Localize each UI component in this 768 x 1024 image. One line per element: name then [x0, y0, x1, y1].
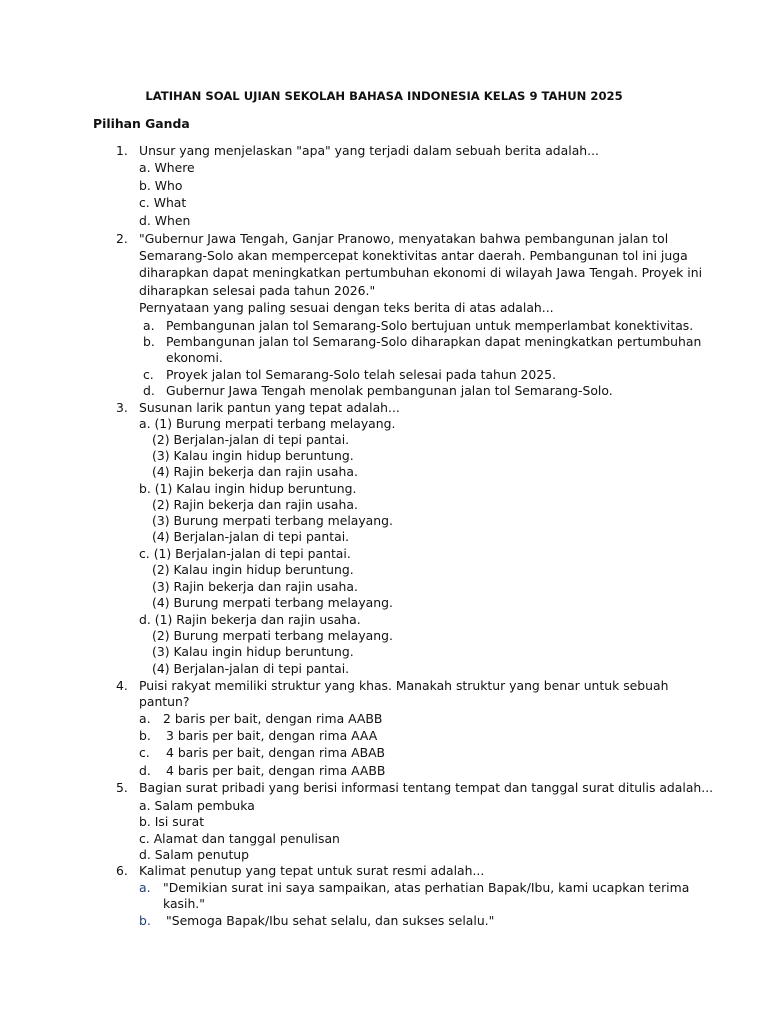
option-a-line-4: (4) Rajin bekerja dan rajin usaha. [152, 464, 358, 479]
option-c: Proyek jalan tol Semarang-Solo telah selesai pada tahun 2025. [166, 367, 557, 382]
option-a: a. Where [139, 160, 195, 175]
option-letter-d: d. [139, 763, 151, 778]
question-text: Unsur yang menjelaskan "apa" yang terjadi dalam sebuah berita adalah... [139, 143, 599, 158]
question-text: Kalimat penutup yang tepat untuk surat resmi adalah... [139, 863, 485, 878]
option-letter-d: d. [143, 383, 155, 398]
question-text: Bagian surat pribadi yang berisi informasi tentang tempat dan tanggal surat ditulis adalah... [139, 780, 714, 795]
option-c: c. Alamat dan tanggal penulisan [139, 831, 340, 846]
section-heading: Pilihan Ganda [93, 116, 190, 131]
option-a: a. Salam pembuka [139, 798, 255, 813]
option-a: "Demikian surat ini saya sampaikan, atas perhatian Bapak/Ibu, kami ucapkan terima [163, 880, 690, 895]
option-b: b. Who [139, 178, 183, 193]
question-number: 4. [116, 678, 128, 693]
option-b: b. Isi surat [139, 814, 205, 829]
question-text-line: diharapkan dapat meningkatkan pertumbuhan ekonomi di wilayah Jawa Tengah. Proyek ini [139, 265, 703, 280]
option-b-line-1: b. (1) Kalau ingin hidup beruntung. [139, 481, 357, 496]
option-d: Gubernur Jawa Tengah menolak pembangunan jalan tol Semarang-Solo. [166, 383, 613, 398]
question-prompt: Pernyataan yang paling sesuai dengan teks berita di atas adalah... [139, 300, 554, 315]
question-number: 5. [116, 780, 128, 795]
question-number: 2. [116, 231, 128, 246]
option-b: 3 baris per bait, dengan rima AAA [166, 728, 378, 743]
question-number: 1. [116, 143, 128, 158]
option-letter-b: b. [139, 913, 151, 928]
question-number: 6. [116, 863, 128, 878]
option-d: d. Salam penutup [139, 847, 250, 862]
option-letter-c: c. [143, 367, 154, 382]
option-letter-a: a. [143, 318, 155, 333]
option-d-line-1: d. (1) Rajin bekerja dan rajin usaha. [139, 612, 361, 627]
question-text: Susunan larik pantun yang tepat adalah... [139, 400, 400, 415]
option-a-line-1: a. (1) Burung merpati terbang melayang. [139, 416, 396, 431]
option-a: Pembangunan jalan tol Semarang-Solo bertujuan untuk memperlambat konektivitas. [166, 318, 694, 333]
option-a-line-3: (3) Kalau ingin hidup beruntung. [152, 448, 354, 463]
question-text-line: Puisi rakyat memiliki struktur yang khas. Manakah struktur yang benar untuk sebuah [139, 678, 669, 693]
document-title: LATIHAN SOAL UJIAN SEKOLAH BAHASA INDONESIA KELAS 9 TAHUN 2025 [145, 89, 623, 103]
option-b-line-3: (3) Burung merpati terbang melayang. [152, 513, 393, 528]
option-b-line-2: (2) Rajin bekerja dan rajin usaha. [152, 497, 358, 512]
option-b-line-4: (4) Berjalan-jalan di tepi pantai. [152, 529, 350, 544]
option-a-continued: kasih." [163, 896, 205, 911]
question-text-line: Semarang-Solo akan mempercepat konektivitas antar daerah. Pembangunan tol ini juga [139, 248, 688, 263]
question-text-line: pantun? [139, 694, 190, 709]
option-d-line-4: (4) Berjalan-jalan di tepi pantai. [152, 661, 350, 676]
option-b: "Semoga Bapak/Ibu sehat selalu, dan sukses selalu." [166, 913, 495, 928]
option-c-line-2: (2) Kalau ingin hidup beruntung. [152, 562, 354, 577]
option-d-line-2: (2) Burung merpati terbang melayang. [152, 628, 393, 643]
option-c: 4 baris per bait, dengan rima ABAB [166, 745, 386, 760]
option-c-line-4: (4) Burung merpati terbang melayang. [152, 595, 393, 610]
option-letter-a: a. [139, 880, 151, 895]
option-letter-b: b. [139, 728, 151, 743]
option-d-line-3: (3) Kalau ingin hidup beruntung. [152, 644, 354, 659]
option-c-line-3: (3) Rajin bekerja dan rajin usaha. [152, 579, 358, 594]
question-text-line: "Gubernur Jawa Tengah, Ganjar Pranowo, menyatakan bahwa pembangunan jalan tol [139, 231, 669, 246]
option-c: c. What [139, 195, 187, 210]
question-number: 3. [116, 400, 128, 415]
option-letter-b: b. [143, 334, 155, 349]
option-a: 2 baris per bait, dengan rima AABB [163, 711, 383, 726]
option-b: Pembangunan jalan tol Semarang-Solo diharapkan dapat meningkatkan pertumbuhan [166, 334, 702, 349]
option-a-line-2: (2) Berjalan-jalan di tepi pantai. [152, 432, 350, 447]
option-d: 4 baris per bait, dengan rima AABB [166, 763, 386, 778]
option-d: d. When [139, 213, 191, 228]
option-letter-c: c. [139, 745, 150, 760]
option-letter-a: a. [139, 711, 151, 726]
option-b-continued: ekonomi. [166, 350, 223, 365]
option-c-line-1: c. (1) Berjalan-jalan di tepi pantai. [139, 546, 351, 561]
question-text-line: diharapkan selesai pada tahun 2026." [139, 283, 376, 298]
